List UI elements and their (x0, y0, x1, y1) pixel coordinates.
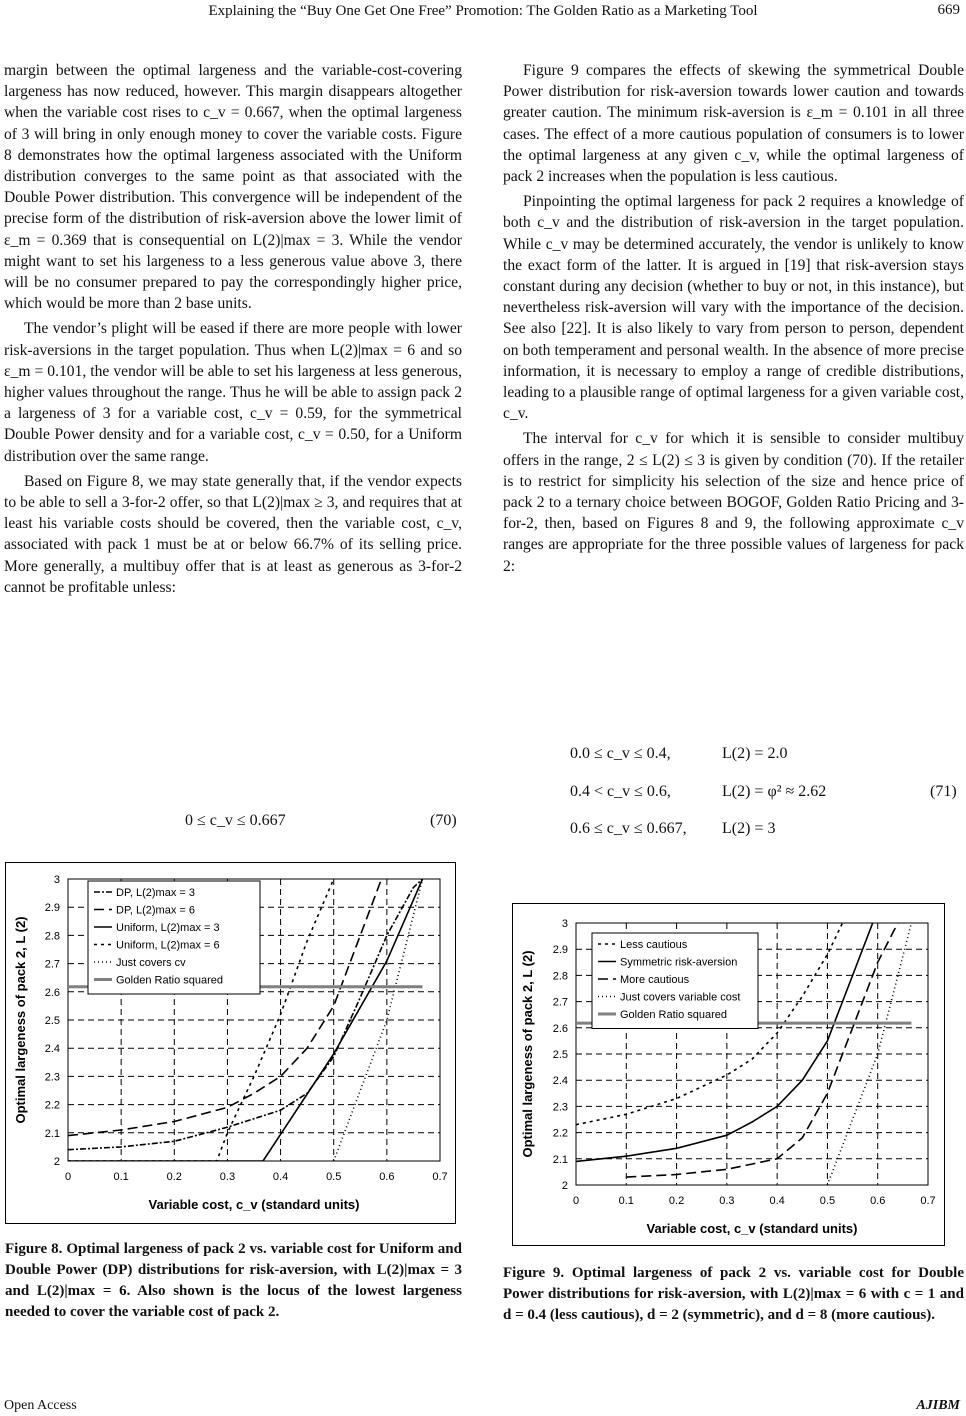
fig9-x-tick-label: 0.6 (870, 1195, 886, 1207)
fig9-y-tick-label: 2.3 (552, 1101, 568, 1114)
fig9-y-tick-label: 2.8 (552, 970, 568, 983)
fig9-legend-label-3: More cautious (620, 974, 690, 986)
figure-8-caption: Figure 8. Optimal largeness of pack 2 vs. variable cost for Uniform and Double Power (DP) distributions for risk-aversion, with L(2)|max = 3 and L(2)|max = 6. Also shown is the locus of the lowest largeness needed to cover the variable cost of pack 2. (5, 1241, 462, 1320)
eq71-val-2: L(2) = φ² ≈ 2.62 (722, 783, 827, 800)
fig9-y-tick-label: 2.9 (552, 944, 568, 957)
fig8-legend-label-6: Golden Ratio squared (116, 974, 224, 987)
fig8-legend-label-1: DP, L(2)max = 3 (116, 887, 195, 899)
running-header (0, 0, 966, 26)
fig9-legend-label-4: Just covers variable cost (620, 991, 741, 1004)
fig8-y-axis-label: Optimal largeness of pack 2, L (2) (13, 916, 28, 1124)
eq71-cond-3: 0.6 ≤ c_v ≤ 0.667, (570, 820, 687, 837)
fig9-x-axis-label: Variable cost, c_v (standard units) (646, 1221, 858, 1236)
fig8-y-tick-label: 2.8 (44, 930, 60, 943)
fig9-y-axis-label: Optimal largeness of pack 2, L (2) (520, 950, 535, 1158)
fig9-x-tick-label: 0 (572, 1195, 580, 1207)
fig8-y-tick-label: 2.7 (44, 958, 60, 971)
fig9-y-tick-label: 2.2 (552, 1127, 568, 1140)
fig8-y-tick-label: 2.4 (44, 1043, 60, 1056)
figure-9-caption: Figure 9. Optimal largeness of pack 2 vs. variable cost for Double Power distributions for risk-aversion, with L(2)|max = 6 with c = 1 and d = 0.4 (less cautious), d = 2 (symmetric), and d = 8 (more cautious). (503, 1265, 964, 1323)
fig8-y-tick-label: 2.3 (44, 1071, 60, 1084)
fig8-legend-label-3: Uniform, L(2)max = 3 (116, 922, 220, 934)
fig8-x-tick-label: 0.6 (379, 1171, 395, 1183)
right-paragraph-1: Figure 9 compares the effects of skewing the symmetrical Double Power distribution for risk-aversion towards lower caution and towards greater caution. The minimum risk-aversion is ε_m = 0.101 in all three cases. The effect of a more cautious population of consumers is to lower the optimal largeness at any given c_v, while the optimal largeness of pack 2 increases when the population is less cautious. (503, 62, 964, 186)
footer-open-access: Open Access (4, 1398, 77, 1413)
fig8-legend-label-2: DP, L(2)max = 6 (116, 904, 195, 917)
fig9-legend (592, 933, 758, 1029)
fig8-x-tick-label: 0.4 (272, 1171, 289, 1183)
fig8-x-axis-label: Variable cost, c_v (standard units) (148, 1197, 360, 1212)
equation-70: 0 ≤ c_v ≤ 0.667 (185, 812, 286, 829)
figure-8-chart (5, 862, 456, 1224)
right-column (503, 60, 964, 581)
eq71-val-3: L(2) = 3 (722, 820, 776, 837)
fig9-x-tick-label: 0.1 (618, 1195, 634, 1207)
right-paragraph-3: The interval for c_v for which it is sensible to consider multibuy offers in the range, 2 ≤ L(2) ≤ 3 is given by condition (70). If the retailer is to restrict for simplicity his selection of the size and hence price of pack 2 to a ternary choice between BOGOF, Golden Ratio Pricing and 3-for-2, then, based on Figures 8 and 9, the following approximate c_v ranges are appropriate for the three possible values of largeness for pack 2: (503, 430, 964, 575)
fig9-y-tick-label: 2.1 (552, 1153, 568, 1166)
equation-70-number: (70) (430, 812, 457, 829)
right-paragraph-2: Pinpointing the optimal largeness for pack 2 requires a knowledge of both c_v and the distribution of risk-aversion in the target population. While c_v may be determined accurately, the vendor is unlikely to know the exact form of the latter. It is argued in [19] that risk-aversion stays constant during any decision (whether to buy or not, in this instance), but nevertheless risk-aversion will vary with the importance of the decision. See also [22]. It is also likely to vary from person to person, dependent on both temperament and personal wealth. In the absence of more precise information, it is necessary to employ a range of credible distributions, leading to a plausible range of optimal largeness for a given variable cost, c_v. (503, 193, 964, 423)
fig8-x-tick-label: 0.5 (326, 1171, 342, 1183)
fig9-y-tick-label: 2.7 (552, 996, 568, 1009)
fig9-y-tick-label: 3 (561, 918, 568, 930)
footer-journal: AJIBM (916, 1398, 960, 1413)
fig8-x-tick-label: 0.3 (219, 1171, 236, 1183)
fig8-legend-label-5: Just covers cv (116, 957, 186, 969)
fig9-legend-label-2: Symmetric risk-aversion (620, 956, 738, 969)
left-paragraph-1: margin between the optimal largeness and the variable-cost-covering largeness has now reduced, however. This margin disappears altogether when the variable cost rises to c_v = 0.667, when the optimal largeness of 3 will bring in only enough money to cover the variable costs. Figure 8 demonstrates how the optimal largeness associated with the Uniform distribution converges to the same point as that associated with the Double Power distribution. This convergence will be independent of the precise form of the distribution of risk-aversion above the lower limit of ε_m = 0.369 that is consequential on L(2)|max = 3. While the vendor might want to set his largeness to a less generous value above 3, there will be no consumer prepared to pay the correspondingly higher price, which would be more than 2 base units. (4, 62, 462, 313)
left-column (4, 60, 462, 602)
fig9-x-tick-label: 0.2 (668, 1195, 685, 1207)
fig8-legend (88, 881, 260, 994)
fig8-y-tick-label: 2.5 (44, 1015, 60, 1027)
fig9-legend-label-5: Golden Ratio squared (620, 1009, 728, 1021)
fig9-x-tick-label: 0.5 (819, 1195, 836, 1207)
fig9-legend-label-1: Less cautious (620, 939, 688, 951)
fig8-y-tick-label: 3 (53, 874, 60, 886)
left-paragraph-3: Based on Figure 8, we may state generally that, if the vendor expects to be able to sell a 3-for-2 offer, so that L(2)|max ≥ 3, and requires that at least his variable costs should be covered, then the variable cost, c_v, associated with pack 1 must be at or below 66.7% of its selling price. More generally, a multibuy offer that is at least as generous as 3-for-2 cannot be profitable unless: (4, 472, 462, 596)
fig9-x-tick-label: 0.4 (769, 1195, 785, 1207)
fig9-y-tick-label: 2.4 (552, 1075, 568, 1088)
fig9-y-tick-label: 2.5 (552, 1049, 568, 1061)
eq71-cond-2: 0.4 < c_v ≤ 0.6, (570, 783, 671, 800)
fig8-x-tick-label: 0 (64, 1171, 72, 1183)
fig9-x-tick-label: 0.7 (920, 1195, 936, 1207)
fig8-y-tick-label: 2.6 (44, 986, 60, 999)
fig9-y-tick-label: 2.6 (552, 1022, 568, 1035)
eq71-val-1: L(2) = 2.0 (722, 745, 788, 762)
fig8-legend-label-4: Uniform, L(2)max = 6 (116, 939, 220, 952)
fig8-y-tick-label: 2.2 (44, 1099, 60, 1112)
fig8-y-tick-label: 2 (53, 1156, 60, 1168)
fig8-y-tick-label: 2.9 (44, 902, 60, 915)
fig9-x-tick-label: 0.3 (719, 1195, 735, 1207)
fig8-y-tick-label: 2.1 (44, 1127, 60, 1140)
equation-71-number: (71) (930, 783, 957, 800)
fig8-x-tick-label: 0.2 (166, 1171, 182, 1183)
left-paragraph-2: The vendor’s plight will be eased if there are more people with lower risk-aversions in the target population. Thus when L(2)|max = 6 and so ε_m = 0.101, the vendor will be able to set his largeness at less generous, higher values throughout the range. Thus he will be able to assign pack 2 a largeness of 3 for a variable cost, c_v = 0.59, for the symmetrical Double Power density and for a variable cost, c_v = 0.50, for a Uniform distribution over the same range. (4, 320, 462, 465)
figure-9-chart (512, 903, 945, 1246)
fig9-y-tick-label: 2 (561, 1180, 568, 1192)
fig8-x-tick-label: 0.1 (113, 1171, 129, 1183)
running-title: Explaining the “Buy One Get One Free” Promotion: The Golden Ratio as a Marketing Tool (208, 3, 758, 19)
eq71-cond-1: 0.0 ≤ c_v ≤ 0.4, (570, 745, 671, 762)
page-number: 669 (937, 2, 960, 18)
fig8-x-tick-label: 0.7 (432, 1171, 448, 1183)
